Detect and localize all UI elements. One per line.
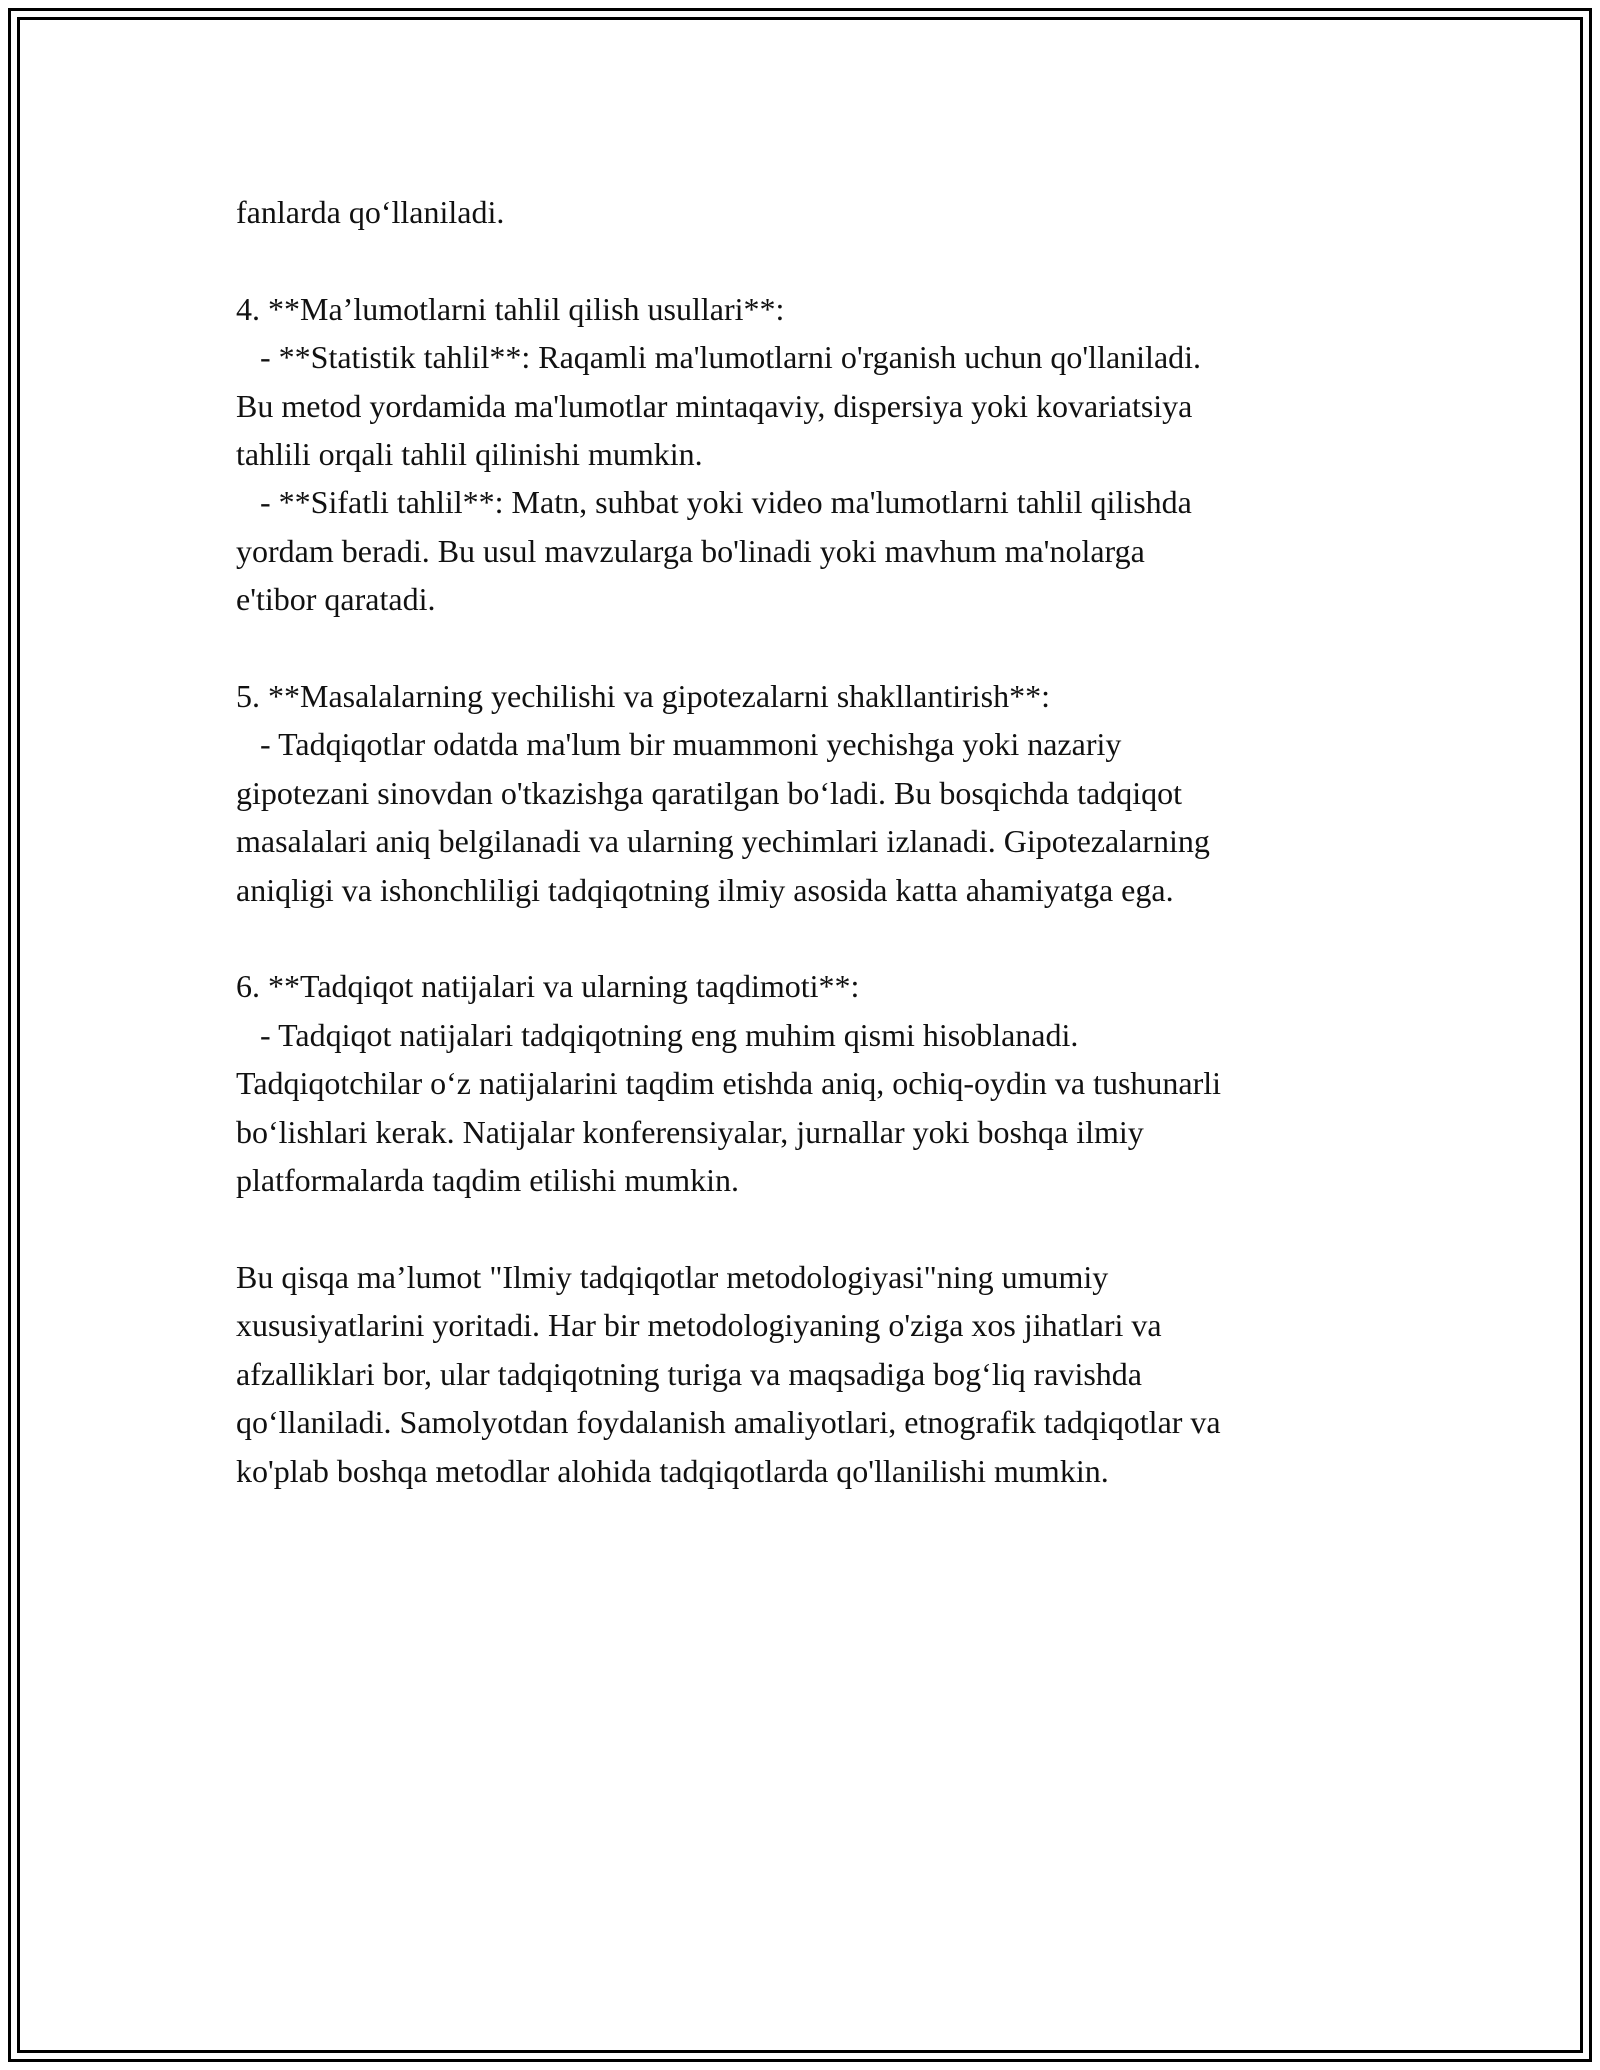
- paragraph-conclusion: [236, 1253, 1396, 1495]
- text-line: - Tadqiqotlar odatda ma'lum bir muammoni yechishga yoki nazariy: [236, 726, 1122, 763]
- paragraph-section-5: [236, 672, 1396, 914]
- paragraph-spacer: [236, 624, 1396, 672]
- text-line: xususiyatlarini yoritadi. Har bir metodologiyaning o'ziga xos jihatlari va: [236, 1307, 1162, 1344]
- paragraph-section-6: [236, 962, 1396, 1204]
- text-line: Bu qisqa ma’lumot "Ilmiy tadqiqotlar metodologiyasi"ning umumiy: [236, 1258, 1109, 1295]
- text-line: aniqligi va ishonchliligi tadqiqotning ilmiy asosida katta ahamiyatga ega.: [236, 871, 1174, 908]
- section-heading: 4. **Ma’lumotlarni tahlil qilish usullari**:: [236, 290, 785, 327]
- text-line: tahlili orqali tahlil qilinishi mumkin.: [236, 436, 703, 473]
- text-line: bo‘lishlari kerak. Natijalar konferensiyalar, jurnallar yoki boshqa ilmiy: [236, 1113, 1144, 1150]
- text-line: - **Statistik tahlil**: Raqamli ma'lumotlarni o'rganish uchun qo'llaniladi.: [236, 339, 1202, 376]
- document-body: [236, 188, 1396, 1495]
- paragraph-spacer: [236, 236, 1396, 284]
- text-line: - Tadqiqot natijalari tadqiqotning eng muhim qismi hisoblanadi.: [236, 1016, 1079, 1053]
- text-line: yordam beradi. Bu usul mavzularga bo'linadi yoki mavhum ma'nolarga: [236, 532, 1145, 569]
- text-line: masalalari aniq belgilanadi va ularning yechimlari izlanadi. Gipotezalarning: [236, 823, 1210, 860]
- text-line: Tadqiqotchilar o‘z natijalarini taqdim etishda aniq, ochiq-oydin va tushunarli: [236, 1065, 1222, 1102]
- text-line: gipotezani sinovdan o'tkazishga qaratilgan bo‘ladi. Bu bosqichda tadqiqot: [236, 774, 1182, 811]
- section-heading: 5. **Masalalarning yechilishi va gipotezalarni shakllantirish**:: [236, 678, 1051, 715]
- text-line: Bu metod yordamida ma'lumotlar mintaqaviy, dispersiya yoki kovariatsiya: [236, 387, 1193, 424]
- section-heading: 6. **Tadqiqot natijalari va ularning taqdimoti**:: [236, 968, 860, 1005]
- paragraph-spacer: [236, 1204, 1396, 1252]
- paragraph-spacer: [236, 914, 1396, 962]
- text-line: ko'plab boshqa metodlar alohida tadqiqotlarda qo'llanilishi mumkin.: [236, 1452, 1109, 1489]
- text-line: platformalarda taqdim etilishi mumkin.: [236, 1162, 739, 1199]
- paragraph-intro-tail: [236, 188, 1396, 236]
- text-line: afzalliklari bor, ular tadqiqotning turiga va maqsadiga bog‘liq ravishda: [236, 1355, 1142, 1392]
- text-line: fanlarda qo‘llaniladi.: [236, 194, 505, 230]
- text-line: - **Sifatli tahlil**: Matn, suhbat yoki video ma'lumotlarni tahlil qilishda: [236, 484, 1192, 521]
- paragraph-section-4: [236, 285, 1396, 624]
- text-line: e'tibor qaratadi.: [236, 581, 436, 618]
- text-line: qo‘llaniladi. Samolyotdan foydalanish amaliyotlari, etnografik tadqiqotlar va: [236, 1404, 1221, 1441]
